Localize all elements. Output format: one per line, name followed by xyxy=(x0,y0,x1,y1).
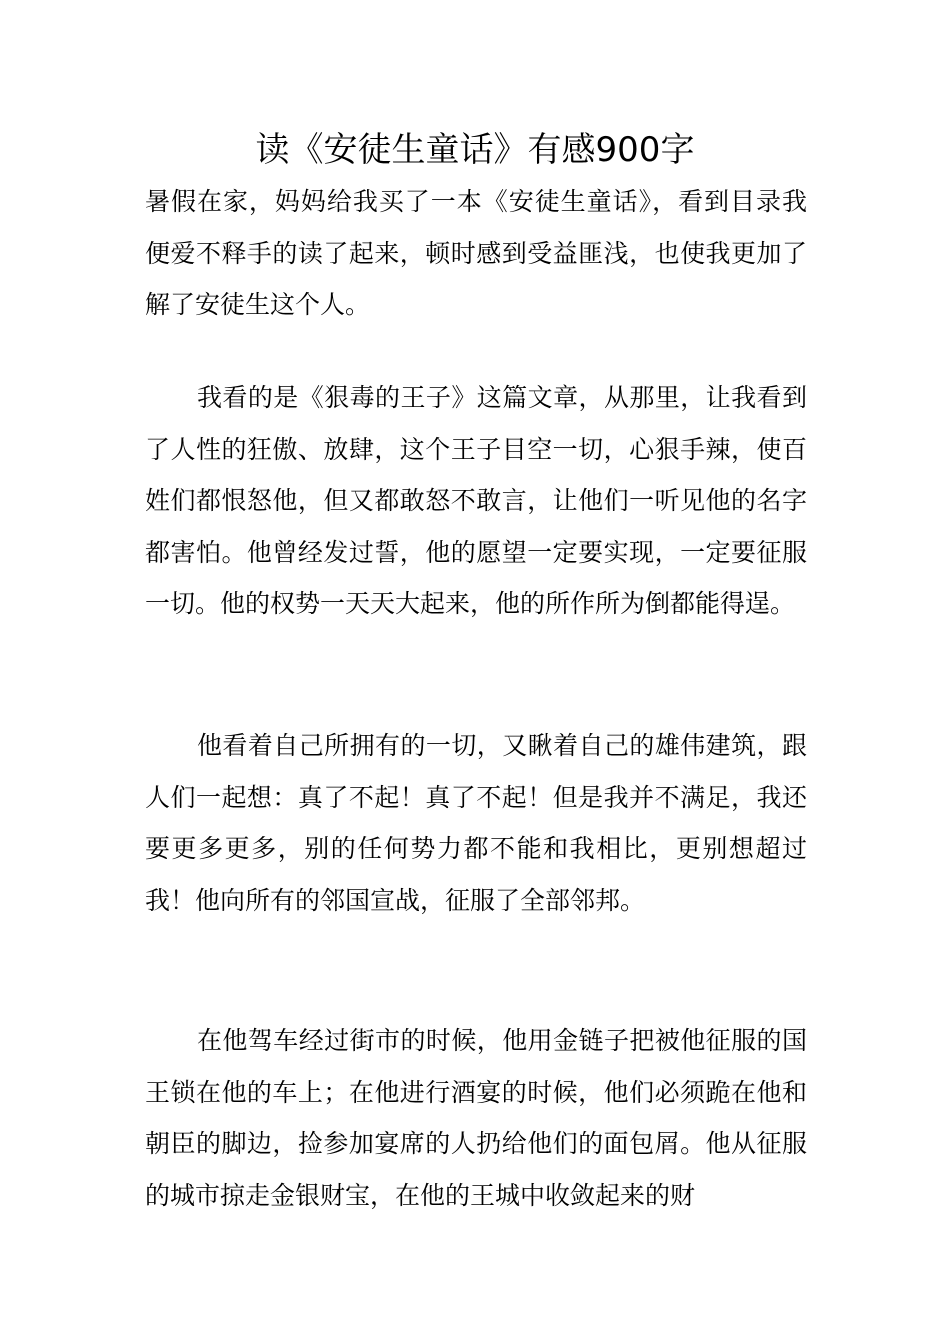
paragraph-2: 我看的是《狠毒的王子》这篇文章，从那里，让我看到了人性的狂傲、放肆，这个王子目空一切，心狠手辣，使百姓们都恨怒他，但又都敢怒不敢言，让他们一听见他的名字都害怕。他曾经发过誓，他的愿望一定要实现，一定要征服一切。他的权势一天天大起来，他的所作所为倒都能得逞。 xyxy=(145,383,807,618)
paragraph-4: 在他驾车经过街市的时候，他用金链子把被他征服的国王锁在他的车上；在他进行酒宴的时候，他们必须跪在他和朝臣的脚边，捡参加宴席的人扔给他们的面包屑。他从征服的城市掠走金银财宝，在他的王城中收敛起来的财 xyxy=(145,1026,807,1210)
paragraph-3: 他看着自己所拥有的一切，又瞅着自己的雄伟建筑，跟人们一起想：真了不起！真了不起！但是我并不满足，我还要更多更多，别的任何势力都不能和我相比，更别想超过我！他向所有的邻国宣战，征服了全部邻邦。 xyxy=(145,731,807,915)
paragraph-1: 暑假在家，妈妈给我买了一本《安徒生童话》，看到目录我便爱不释手的读了起来，顿时感到受益匪浅，也使我更加了解了安徒生这个人。 xyxy=(145,187,807,319)
document-title: 读《安徒生童话》有感900字 xyxy=(255,130,695,170)
